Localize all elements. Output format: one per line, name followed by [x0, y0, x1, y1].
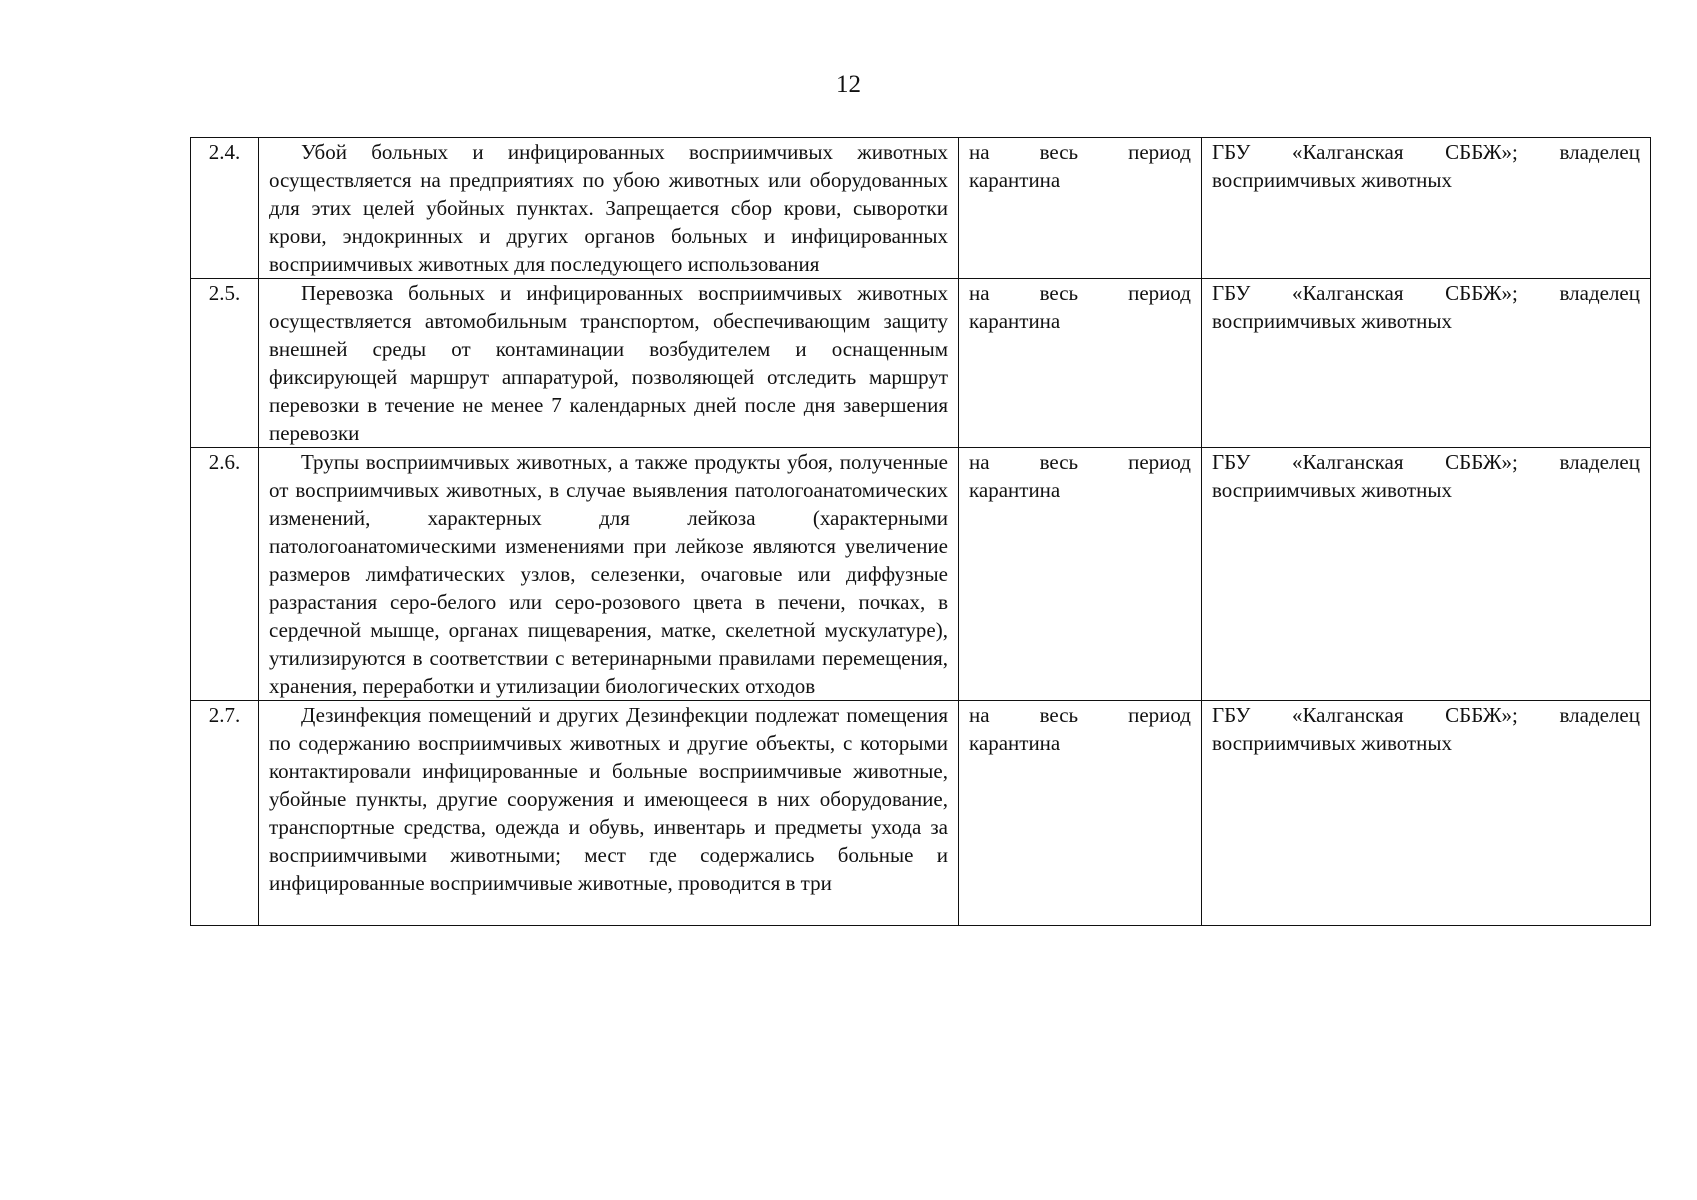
measure-term: на весь период карантина [959, 138, 1202, 279]
table-row [191, 701, 1651, 926]
row-number: 2.4. [191, 138, 259, 279]
measure-term: на весь период карантина [959, 448, 1202, 701]
page-number: 12 [836, 71, 861, 98]
measure-description: Перевозка больных и инфицированных восприимчивых животных осуществляется автомобильным транспортом, обеспечивающим защиту внешней среды от контаминации возбудителем и оснащенным фиксирующей маршрут аппаратурой, позволяющей отследить маршрут перевозки в течение не менее 7 календарных дней после дня завершения перевозки [259, 279, 959, 448]
table-row [191, 448, 1651, 701]
measure-responsible: ГБУ «Калганская СББЖ»; владелец восприимчивых животных [1202, 138, 1651, 279]
table-row [191, 279, 1651, 448]
measure-description: Убой больных и инфицированных восприимчивых животных осуществляется на предприятиях по убою животных или оборудованных для этих целей убойных пунктах. Запрещается сбор крови, сыворотки крови, эндокринных и других органов больных и инфицированных восприимчивых животных для последующего использования [259, 138, 959, 279]
measures-table [190, 137, 1651, 926]
row-number: 2.7. [191, 701, 259, 926]
measure-term: на весь период карантина [959, 279, 1202, 448]
row-number: 2.6. [191, 448, 259, 701]
measure-responsible: ГБУ «Калганская СББЖ»; владелец восприимчивых животных [1202, 701, 1651, 926]
measure-responsible: ГБУ «Калганская СББЖ»; владелец восприимчивых животных [1202, 279, 1651, 448]
measure-responsible: ГБУ «Калганская СББЖ»; владелец восприимчивых животных [1202, 448, 1651, 701]
row-number: 2.5. [191, 279, 259, 448]
measure-description: Трупы восприимчивых животных, а также продукты убоя, полученные от восприимчивых животных, в случае выявления патологоанатомических изменений, характерных для лейкоза (характерными патологоанатомическими изменениями при лейкозе являются увеличение размеров лимфатических узлов, селезенки, очаговые или диффузные разрастания серо-белого или серо-розового цвета в печени, почках, в сердечной мышце, органах пищеварения, матке, скелетной мускулатуре), утилизируются в соответствии с ветеринарными правилами перемещения, хранения, переработки и утилизации биологических отходов [259, 448, 959, 701]
measure-description: Дезинфекция помещений и других Дезинфекции подлежат помещения по содержанию восприимчивых животных и другие объекты, с которыми контактировали инфицированные и больные восприимчивые животные, убойные пункты, другие сооружения и имеющееся в них оборудование, транспортные средства, одежда и обувь, инвентарь и предметы ухода за восприимчивыми животными; мест где содержались больные и инфицированные восприимчивые животные, проводится в три [259, 701, 959, 926]
table-row [191, 138, 1651, 279]
measure-term: на весь период карантина [959, 701, 1202, 926]
